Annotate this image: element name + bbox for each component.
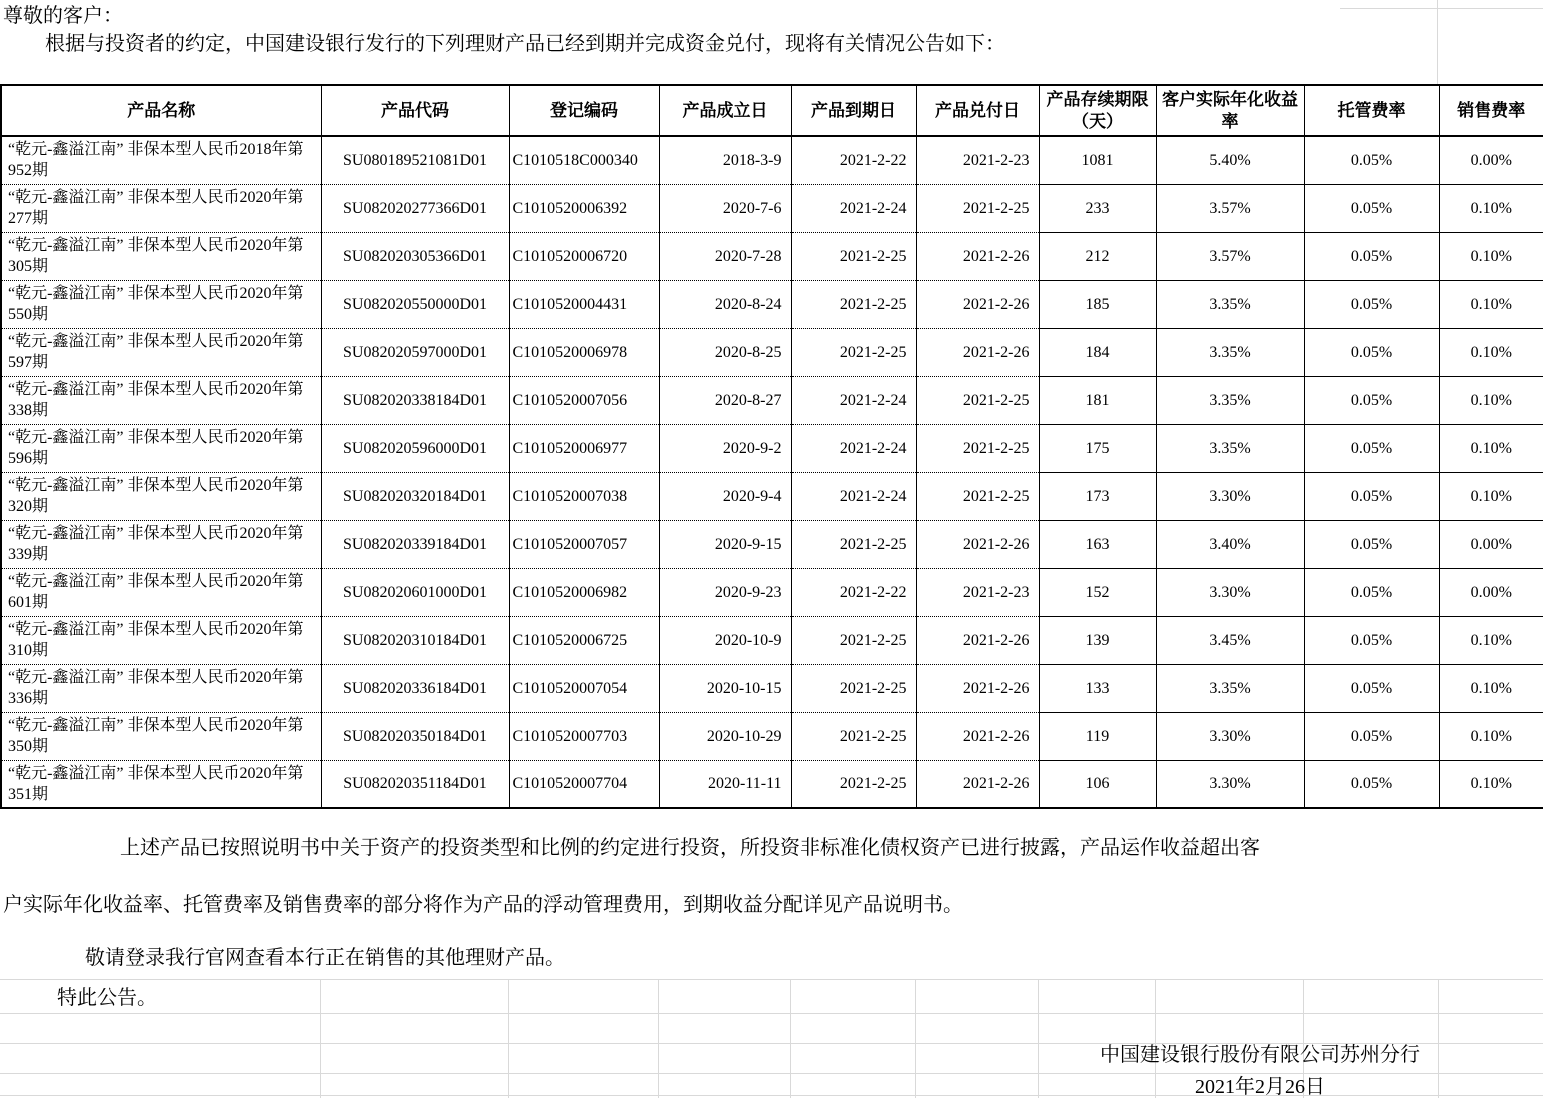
cell-establish-date: 2018-3-9 [659,136,791,184]
cell-maturity-date: 2021-2-25 [791,712,916,760]
column-header-product-name: 产品名称 [1,85,321,136]
cell-product-name: “乾元-鑫溢江南” 非保本型人民币2020年第596期 [1,424,321,472]
cell-annualized-return-rate: 3.35% [1156,328,1304,376]
cell-maturity-date: 2021-2-22 [791,568,916,616]
cell-registration-code: C1010520007054 [509,664,659,712]
cell-duration-days: 133 [1039,664,1156,712]
cell-maturity-date: 2021-2-25 [791,328,916,376]
cell-custody-fee-rate: 0.05% [1304,712,1439,760]
column-header-registration-code: 登记编码 [509,85,659,136]
cell-maturity-date: 2021-2-25 [791,280,916,328]
table-row [1,616,1543,664]
cell-product-name: “乾元-鑫溢江南” 非保本型人民币2020年第601期 [1,568,321,616]
column-header-duration-days: 产品存续期限（天） [1039,85,1156,136]
cell-maturity-date: 2021-2-25 [791,520,916,568]
cell-establish-date: 2020-8-25 [659,328,791,376]
cell-establish-date: 2020-10-9 [659,616,791,664]
table-row [1,280,1543,328]
cell-sales-fee-rate: 0.10% [1439,328,1543,376]
cell-registration-code: C1010520006978 [509,328,659,376]
cell-custody-fee-rate: 0.05% [1304,520,1439,568]
cell-duration-days: 181 [1039,376,1156,424]
column-header-annualized-return-rate: 客户实际年化收益率 [1156,85,1304,136]
cell-sales-fee-rate: 0.10% [1439,376,1543,424]
date-line: 2021年2月26日 [1195,1076,1325,1098]
spreadsheet-gridline [1038,979,1039,1098]
cell-custody-fee-rate: 0.05% [1304,280,1439,328]
cell-payment-date: 2021-2-25 [916,376,1039,424]
cell-sales-fee-rate: 0.10% [1439,424,1543,472]
cell-product-code: SU082020550000D01 [321,280,509,328]
cell-payment-date: 2021-2-26 [916,232,1039,280]
cell-maturity-date: 2021-2-22 [791,136,916,184]
cell-payment-date: 2021-2-26 [916,712,1039,760]
cell-establish-date: 2020-7-28 [659,232,791,280]
cell-duration-days: 233 [1039,184,1156,232]
cell-product-name: “乾元-鑫溢江南” 非保本型人民币2018年第952期 [1,136,321,184]
cell-establish-date: 2020-9-4 [659,472,791,520]
cell-product-code: SU082020336184D01 [321,664,509,712]
column-header-product-code: 产品代码 [321,85,509,136]
cell-registration-code: C1010520006720 [509,232,659,280]
footer-paragraph-2: 户实际年化收益率、托管费率及销售费率的部分将作为产品的浮动管理费用，到期收益分配详见产品说明书。 [3,894,963,916]
cell-registration-code: C1010520006977 [509,424,659,472]
cell-product-code: SU082020339184D01 [321,520,509,568]
cell-custody-fee-rate: 0.05% [1304,472,1439,520]
signature-block [1060,1043,1460,1100]
spreadsheet-gridline [0,1013,1543,1014]
cell-registration-code: C1010520006725 [509,616,659,664]
cell-product-name: “乾元-鑫溢江南” 非保本型人民币2020年第339期 [1,520,321,568]
cell-duration-days: 175 [1039,424,1156,472]
table-row [1,520,1543,568]
cell-product-name: “乾元-鑫溢江南” 非保本型人民币2020年第338期 [1,376,321,424]
cell-product-code: SU082020305366D01 [321,232,509,280]
table-row [1,424,1543,472]
table-row [1,472,1543,520]
table-row [1,760,1543,808]
cell-payment-date: 2021-2-26 [916,664,1039,712]
cell-product-code: SU082020320184D01 [321,472,509,520]
spreadsheet-gridline [790,979,791,1098]
cell-sales-fee-rate: 0.10% [1439,232,1543,280]
cell-sales-fee-rate: 0.00% [1439,136,1543,184]
cell-sales-fee-rate: 0.10% [1439,760,1543,808]
cell-product-code: SU082020351184D01 [321,760,509,808]
cell-duration-days: 152 [1039,568,1156,616]
cell-custody-fee-rate: 0.05% [1304,616,1439,664]
cell-product-code: SU080189521081D01 [321,136,509,184]
cell-establish-date: 2020-8-24 [659,280,791,328]
cell-sales-fee-rate: 0.00% [1439,520,1543,568]
cell-product-code: SU082020338184D01 [321,376,509,424]
cell-maturity-date: 2021-2-25 [791,616,916,664]
cell-registration-code: C1010520007038 [509,472,659,520]
cell-sales-fee-rate: 0.10% [1439,472,1543,520]
cell-establish-date: 2020-7-6 [659,184,791,232]
cell-duration-days: 163 [1039,520,1156,568]
cell-registration-code: C1010520007703 [509,712,659,760]
cell-custody-fee-rate: 0.05% [1304,232,1439,280]
cell-payment-date: 2021-2-25 [916,184,1039,232]
cell-duration-days: 106 [1039,760,1156,808]
table-row [1,136,1543,184]
table-row [1,568,1543,616]
cell-product-name: “乾元-鑫溢江南” 非保本型人民币2020年第277期 [1,184,321,232]
cell-product-name: “乾元-鑫溢江南” 非保本型人民币2020年第310期 [1,616,321,664]
cell-payment-date: 2021-2-26 [916,280,1039,328]
cell-duration-days: 173 [1039,472,1156,520]
cell-registration-code: C1010520006982 [509,568,659,616]
product-table [0,84,1543,809]
cell-annualized-return-rate: 3.35% [1156,280,1304,328]
cell-maturity-date: 2021-2-25 [791,232,916,280]
spreadsheet-gridline [0,979,1543,980]
cell-maturity-date: 2021-2-25 [791,664,916,712]
cell-payment-date: 2021-2-25 [916,472,1039,520]
cell-establish-date: 2020-9-15 [659,520,791,568]
cell-duration-days: 119 [1039,712,1156,760]
cell-custody-fee-rate: 0.05% [1304,376,1439,424]
cell-annualized-return-rate: 3.57% [1156,184,1304,232]
cell-custody-fee-rate: 0.05% [1304,424,1439,472]
greeting-line: 尊敬的客户： [3,5,123,27]
cell-sales-fee-rate: 0.10% [1439,280,1543,328]
cell-annualized-return-rate: 3.30% [1156,712,1304,760]
column-header-sales-fee-rate: 销售费率 [1439,85,1543,136]
cell-annualized-return-rate: 3.45% [1156,616,1304,664]
cell-maturity-date: 2021-2-24 [791,376,916,424]
cell-annualized-return-rate: 3.30% [1156,472,1304,520]
column-header-maturity-date: 产品到期日 [791,85,916,136]
footer-paragraph-3: 敬请登录我行官网查看本行正在销售的其他理财产品。 [85,947,565,969]
cell-sales-fee-rate: 0.10% [1439,184,1543,232]
cell-duration-days: 185 [1039,280,1156,328]
column-header-custody-fee-rate: 托管费率 [1304,85,1439,136]
cell-product-name: “乾元-鑫溢江南” 非保本型人民币2020年第550期 [1,280,321,328]
cell-registration-code: C1010520007704 [509,760,659,808]
spreadsheet-gridline [508,979,509,1098]
product-table-body [1,136,1543,808]
cell-registration-code: C1010520007056 [509,376,659,424]
cell-product-name: “乾元-鑫溢江南” 非保本型人民币2020年第597期 [1,328,321,376]
cell-payment-date: 2021-2-26 [916,520,1039,568]
cell-annualized-return-rate: 3.30% [1156,568,1304,616]
cell-duration-days: 139 [1039,616,1156,664]
spreadsheet-gridline [320,979,321,1098]
cell-custody-fee-rate: 0.05% [1304,760,1439,808]
cell-establish-date: 2020-10-15 [659,664,791,712]
cell-payment-date: 2021-2-26 [916,616,1039,664]
cell-duration-days: 1081 [1039,136,1156,184]
cell-sales-fee-rate: 0.10% [1439,616,1543,664]
cell-payment-date: 2021-2-26 [916,760,1039,808]
cell-registration-code: C1010520007057 [509,520,659,568]
cell-product-code: SU082020601000D01 [321,568,509,616]
column-header-establish-date: 产品成立日 [659,85,791,136]
table-row [1,184,1543,232]
cell-maturity-date: 2021-2-24 [791,424,916,472]
table-row [1,376,1543,424]
cell-product-code: SU082020597000D01 [321,328,509,376]
cell-annualized-return-rate: 5.40% [1156,136,1304,184]
table-row [1,712,1543,760]
cell-registration-code: C1010520004431 [509,280,659,328]
cell-duration-days: 212 [1039,232,1156,280]
cell-maturity-date: 2021-2-24 [791,184,916,232]
cell-sales-fee-rate: 0.10% [1439,712,1543,760]
cell-annualized-return-rate: 3.35% [1156,424,1304,472]
table-row [1,232,1543,280]
cell-establish-date: 2020-9-2 [659,424,791,472]
cell-payment-date: 2021-2-23 [916,568,1039,616]
table-header-row [1,85,1543,136]
cell-payment-date: 2021-2-23 [916,136,1039,184]
cell-establish-date: 2020-8-27 [659,376,791,424]
cell-product-name: “乾元-鑫溢江南” 非保本型人民币2020年第351期 [1,760,321,808]
cell-custody-fee-rate: 0.05% [1304,184,1439,232]
cell-registration-code: C1010520006392 [509,184,659,232]
cell-establish-date: 2020-9-23 [659,568,791,616]
cell-product-name: “乾元-鑫溢江南” 非保本型人民币2020年第350期 [1,712,321,760]
cell-product-code: SU082020310184D01 [321,616,509,664]
cell-custody-fee-rate: 0.05% [1304,328,1439,376]
cell-maturity-date: 2021-2-25 [791,760,916,808]
spreadsheet-gridline [1340,8,1543,9]
cell-registration-code: C1010518C000340 [509,136,659,184]
table-row [1,664,1543,712]
cell-product-code: SU082020596000D01 [321,424,509,472]
spreadsheet-gridline [658,979,659,1098]
cell-product-name: “乾元-鑫溢江南” 非保本型人民币2020年第320期 [1,472,321,520]
cell-product-name: “乾元-鑫溢江南” 非保本型人民币2020年第305期 [1,232,321,280]
cell-product-name: “乾元-鑫溢江南” 非保本型人民币2020年第336期 [1,664,321,712]
column-header-payment-date: 产品兑付日 [916,85,1039,136]
cell-duration-days: 184 [1039,328,1156,376]
footer-paragraph-4: 特此公告。 [57,987,157,1009]
cell-payment-date: 2021-2-25 [916,424,1039,472]
signature-line: 中国建设银行股份有限公司苏州分行 [1100,1044,1420,1066]
spreadsheet-gridline [915,979,916,1098]
cell-sales-fee-rate: 0.10% [1439,664,1543,712]
footer-paragraph-1: 上述产品已按照说明书中关于资产的投资类型和比例的约定进行投资，所投资非标准化债权资产已进行披露，产品运作收益超出客 [120,837,1260,859]
spreadsheet-gridline [1437,0,1438,84]
intro-line: 根据与投资者的约定，中国建设银行发行的下列理财产品已经到期并完成资金兑付，现将有关情况公告如下： [45,33,1005,55]
cell-annualized-return-rate: 3.30% [1156,760,1304,808]
cell-custody-fee-rate: 0.05% [1304,664,1439,712]
cell-annualized-return-rate: 3.35% [1156,376,1304,424]
cell-product-code: SU082020350184D01 [321,712,509,760]
cell-establish-date: 2020-10-29 [659,712,791,760]
cell-product-code: SU082020277366D01 [321,184,509,232]
cell-custody-fee-rate: 0.05% [1304,136,1439,184]
cell-establish-date: 2020-11-11 [659,760,791,808]
cell-annualized-return-rate: 3.57% [1156,232,1304,280]
cell-annualized-return-rate: 3.35% [1156,664,1304,712]
cell-custody-fee-rate: 0.05% [1304,568,1439,616]
cell-sales-fee-rate: 0.00% [1439,568,1543,616]
cell-maturity-date: 2021-2-24 [791,472,916,520]
cell-payment-date: 2021-2-26 [916,328,1039,376]
cell-annualized-return-rate: 3.40% [1156,520,1304,568]
table-row [1,328,1543,376]
